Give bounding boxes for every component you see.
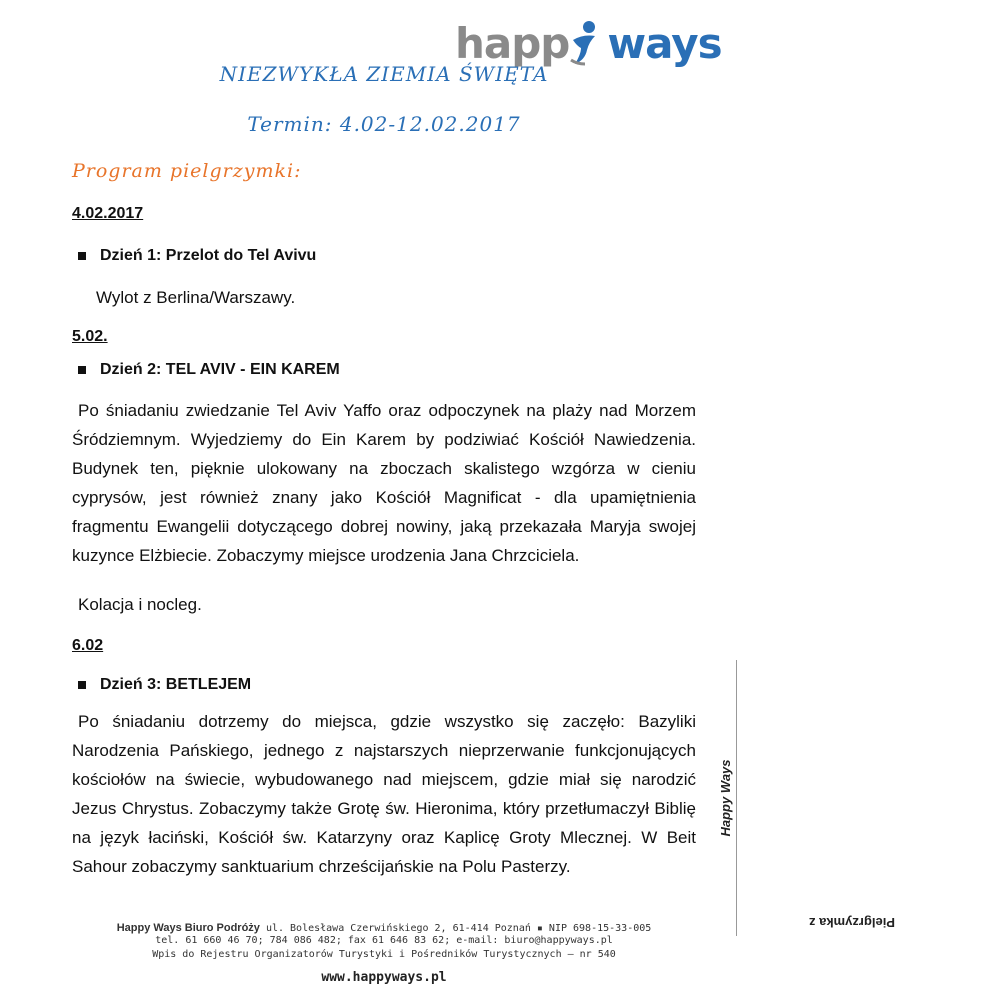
day-extra-text: Kolacja i nocleg. [78, 595, 202, 614]
day-date: 4.02.2017 [72, 205, 144, 222]
bullet-square-icon [78, 252, 86, 260]
footer-address-line [0, 922, 768, 934]
bullet-square-icon [78, 681, 86, 689]
day-date: 5.02. [72, 328, 108, 345]
day-heading-text: Dzień 3: BETLEJEM [100, 676, 252, 693]
logo-text-ways: ways [607, 18, 722, 68]
sidebar-brand: Happy Ways [718, 759, 733, 837]
logo-figure-icon [567, 20, 601, 66]
logo-text-happ: happ [455, 18, 570, 68]
day-heading [78, 247, 316, 265]
day-heading [78, 676, 251, 694]
day-heading-text: Dzień 1: Przelot do Tel Avivu [100, 247, 317, 264]
sidebar-prefix: Pielgrzymka z [809, 915, 895, 930]
company-logo [455, 18, 722, 68]
day-text: Po śniadaniu zwiedzanie Tel Aviv Yaffo oraz odpoczynek na plaży nad Morzem Śródziemnym. Wyjedziemy do Ein Karem by podziwiać Kościół Nawiedzenia. Budynek ten, pięknie ulokowany na zboczach skalistego wzgórza w cieniu cyprysów, jest również znany jako Kościół Magnificat - dla upamiętnienia fragmentu Ewangelii dotyczącego dobrej nowiny, jaką przekazała Maryja swojej kuzynce Elżbiecie. Zobaczymy miejsce urodzenia Jana Chrzciciela. [72, 401, 696, 565]
day-text: Po śniadaniu dotrzemy do miejsca, gdzie wszystko się zaczęło: Bazyliki Narodzenia Pańskiego, jednego z najstarszych nieprzerwanie funkcjonujących kościołów na świecie, wybudowanego nad miejscem, gdzie miał się narodzić Jezus Chrystus. Zobaczymy także Grotę św. Hieronima, który przetłumaczył Biblię na język łaciński, Kościół św. Katarzyny oraz Kaplicę Groty Mlecznej. W Beit Sahour zobaczymy sanktuarium chrześcijańskie na Polu Pasterzy. [72, 712, 696, 876]
bullet-square-icon [78, 366, 86, 374]
footer-registry: Wpis do Rejestru Organizatorów Turystyki i Pośredników Turystycznych – nr 540 [152, 949, 616, 960]
document-title: NIEZWYKŁA ZIEMIA ŚWIĘTA [219, 62, 549, 86]
day-heading-text: Dzień 2: TEL AVIV - EIN KAREM [100, 361, 340, 378]
sidebar-label [714, 660, 895, 936]
day-text: Wylot z Berlina/Warszawy. [96, 288, 296, 307]
day-heading [78, 361, 340, 379]
sidebar-vertical-text [712, 660, 895, 936]
day-date: 6.02 [72, 637, 104, 654]
footer-address: ul. Bolesława Czerwińskiego 2, 61-414 Poznań ▪ NIP 698-15-33-005 [259, 923, 652, 934]
footer-website-link[interactable]: www.happyways.pl [321, 970, 447, 985]
footer-contact: tel. 61 660 46 70; 784 086 482; fax 61 646 83 62; e-mail: biuro@happyways.pl [155, 935, 613, 946]
trip-term: Termin: 4.02-12.02.2017 [247, 112, 521, 136]
program-heading: Program pielgrzymki: [72, 160, 302, 182]
footer-company: Happy Ways Biuro Podróży [116, 922, 260, 934]
